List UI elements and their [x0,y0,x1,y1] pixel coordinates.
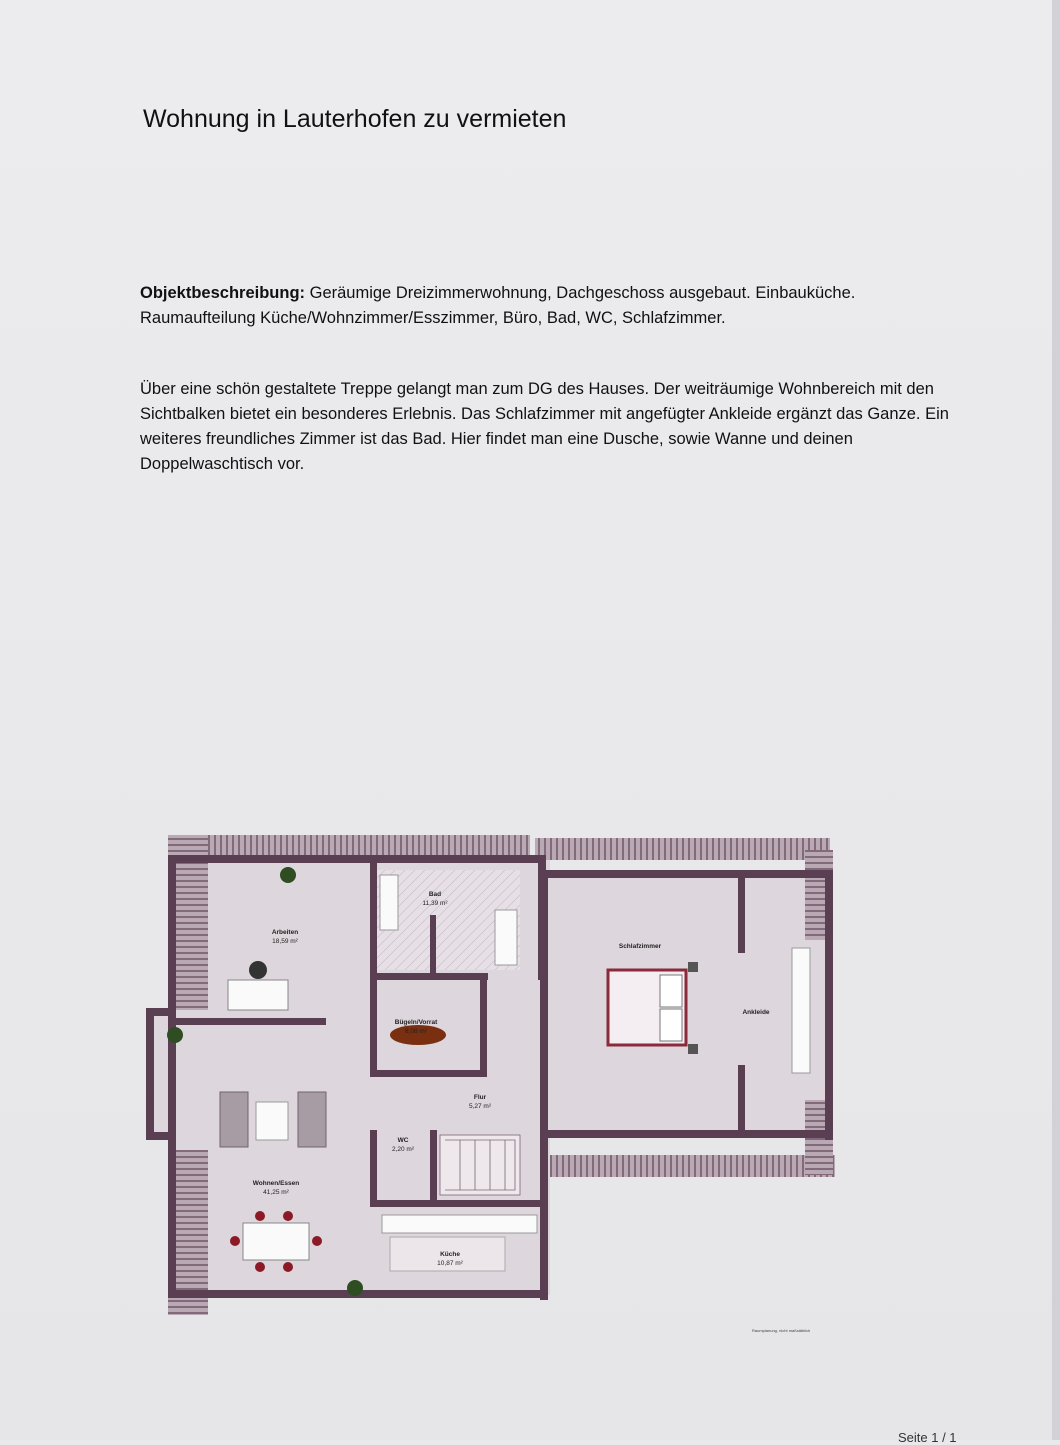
room-ankleide-name: Ankleide [742,1009,770,1016]
room-arbeiten-name: Arbeiten [271,929,299,936]
description-paragraph: Über eine schön gestaltete Treppe gelangt man zum DG des Hauses. Der weiträumige Wohnbereich mit den Sichtbalken bietet ein besonderes Erlebnis. Das Schlafzimmer mit angefügter Ankleide ergänzt das Ganze. Ein weiteres freundliches Zimmer ist das Bad. Hier findet man eine Dusche, sowie Wanne und deinen Doppelwaschtisch vor. [140,380,949,473]
roof-band-bottom-right [550,1155,835,1177]
office-chair [249,961,267,979]
roof-band-top-right [535,838,830,860]
description-text: Geräumige Dreizimmerwohnung, Dachgeschoss ausgebaut. Einbauküche. Raumaufteilung Küche/Wohnzimmer/Esszimmer, Büro, Bad, WC, Schlafzimmer. [140,284,856,327]
object-description [140,281,970,331]
desk [228,980,288,1010]
plant [280,867,296,883]
room-bad-name: Bad [428,891,442,898]
page-title: Wohnung in Lauterhofen zu vermieten [143,105,567,133]
scale-note: Raumplanung, nicht maßstäblich [752,1328,811,1333]
room-flur-area: 5,27 m² [468,1103,492,1110]
bathtub [495,910,517,965]
double-sink [380,875,398,930]
kitchen-counter [382,1215,537,1233]
room-arbeiten-area: 18,59 m² [272,938,298,945]
room-buegeln-area: 8,08 m² [404,1028,428,1035]
room-buegeln-name: Bügeln/Vorrat [394,1019,438,1026]
description-label: Objektbeschreibung: [140,284,306,302]
room-wohnen-name: Wohnen/Essen [252,1180,300,1187]
page-edge [1052,0,1060,1440]
room-flur-name: Flur [473,1094,487,1101]
room-schlafzimmer-name: Schlafzimmer [618,943,662,950]
page-footer: Seite 1 / 1 [898,1430,957,1445]
staircase [440,1135,520,1195]
room-bad-area: 11,39 m² [422,900,448,907]
room-kueche-area: 10,87 m² [437,1260,463,1267]
room-kueche-name: Küche [440,1251,460,1258]
floor-plan [140,830,840,1330]
room-wc-area: 2,20 m² [391,1146,415,1153]
room-wc-name: WC [397,1137,409,1144]
double-bed [608,962,698,1054]
room-wohnen-area: 41,25 m² [263,1189,289,1196]
wardrobe [792,948,810,1073]
